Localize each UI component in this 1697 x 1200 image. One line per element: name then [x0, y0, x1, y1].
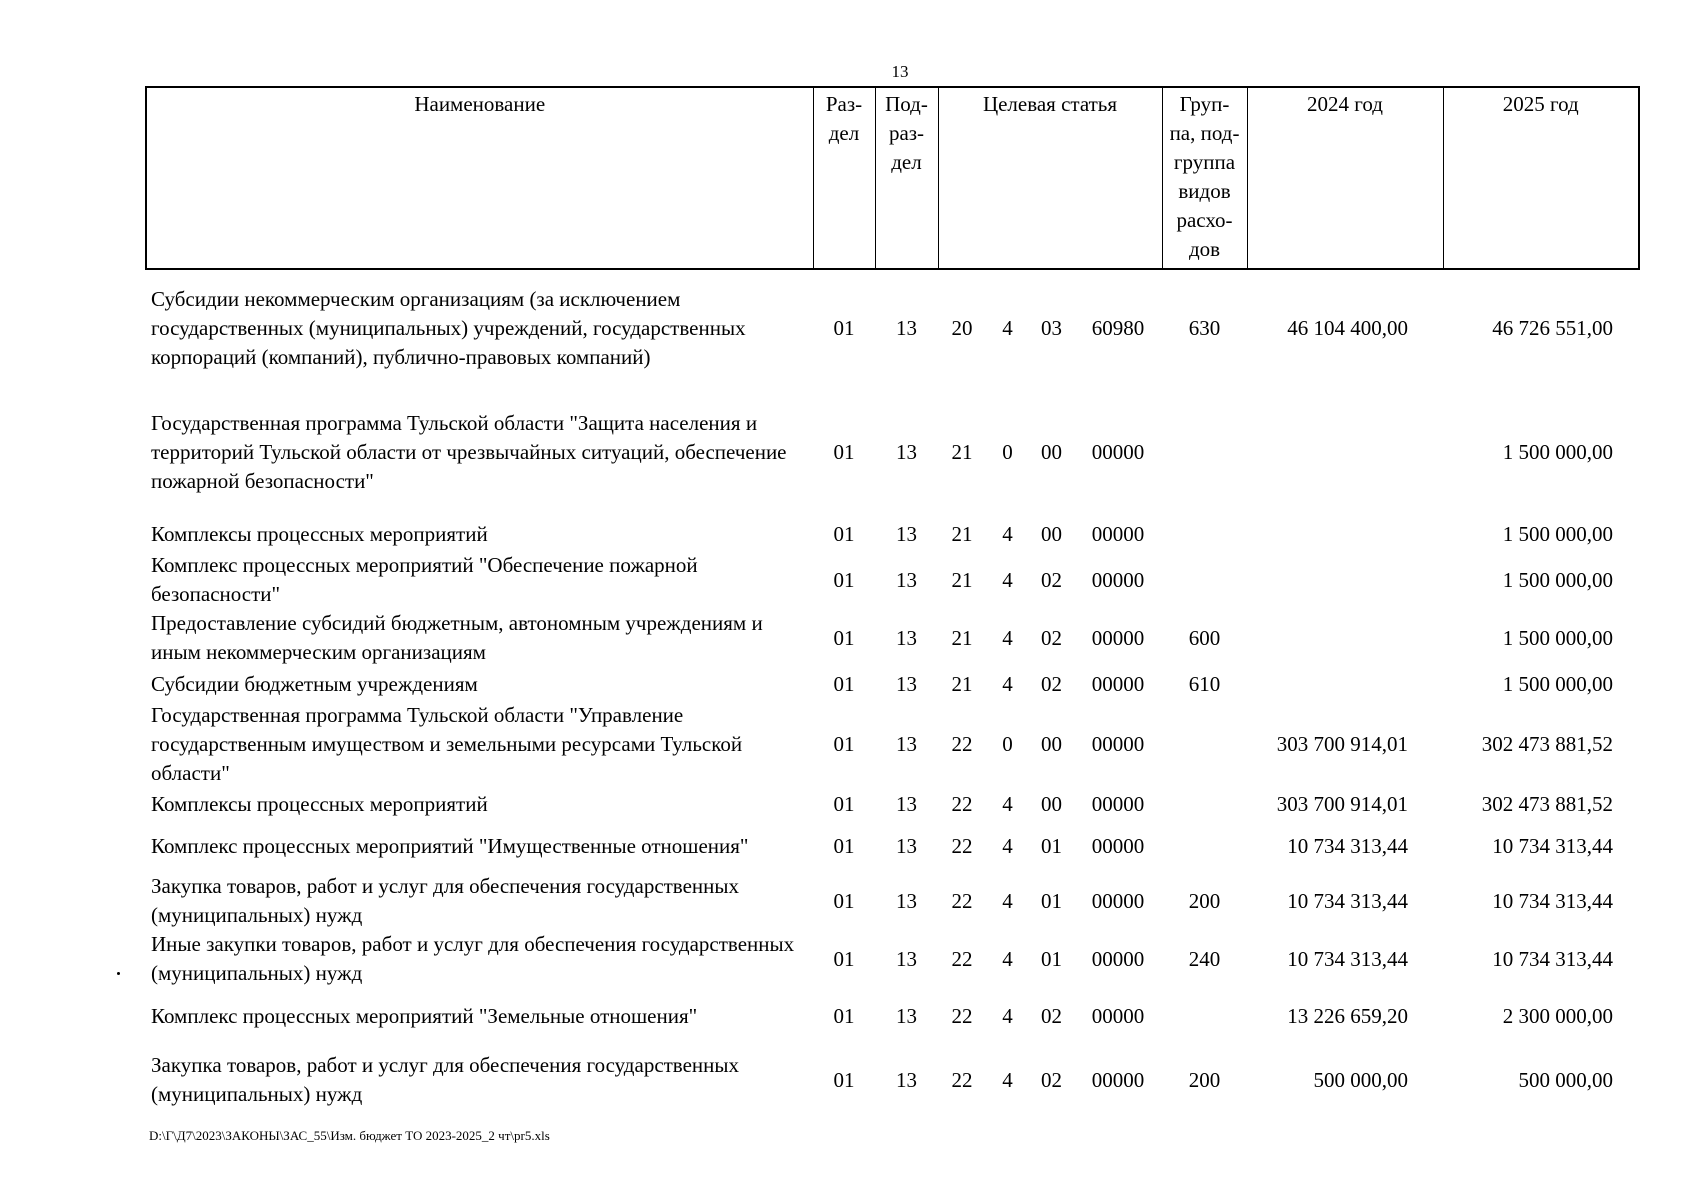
row-target-direction: 60980: [1091, 316, 1145, 340]
row-target-direction: 00000: [1091, 625, 1145, 650]
row-target-subprogram: 02: [1041, 1003, 1062, 1028]
row-target-program: 22: [951, 1067, 973, 1092]
row-target-direction: 00000: [1091, 791, 1145, 816]
row-target-program: 22: [951, 791, 973, 816]
row-target-type: 4: [1002, 567, 1013, 592]
row-expense-group: 200: [1188, 888, 1221, 913]
row-podrazdel: 13: [896, 316, 917, 340]
row-target-subprogram: 00: [1041, 791, 1062, 816]
row-target-type: 4: [1002, 791, 1013, 816]
row-target-program: 22: [951, 732, 973, 756]
row-target-subprogram: 00: [1041, 521, 1062, 546]
row-amount-2025: 500 000,00: [1518, 1067, 1613, 1092]
row-target-program: 21: [951, 439, 973, 464]
row-target-program: 21: [951, 567, 973, 592]
row-target-subprogram: 02: [1041, 671, 1062, 696]
row-target-program: 22: [951, 833, 973, 858]
row-target-subprogram: 00: [1041, 732, 1062, 756]
row-amount-2025: 2 300 000,00: [1502, 1003, 1613, 1028]
row-target-subprogram: 00: [1041, 439, 1062, 464]
row-target-program: 21: [951, 521, 973, 546]
row-expense-group: 200: [1188, 1067, 1221, 1092]
row-name: Комплекс процессных мероприятий "Имущественные отношения": [151, 833, 749, 858]
file-path-footer: D:\Г\Д7\2023\ЗАКОНЫ\ЗАС_55\Изм. бюджет ТО 2023-2025_2 чт\pr5.xls: [149, 1128, 550, 1143]
row-target-type: 0: [1002, 439, 1013, 464]
row-target-direction: 00000: [1091, 888, 1145, 913]
row-target-type: 4: [1002, 521, 1013, 546]
row-razdel: 01: [833, 567, 855, 592]
row-podrazdel: 13: [896, 439, 917, 464]
row-target-direction: 00000: [1091, 1003, 1145, 1028]
row-target-subprogram: 01: [1041, 833, 1062, 858]
row-razdel: 01: [833, 791, 855, 816]
row-target-direction: 00000: [1091, 439, 1145, 464]
header-year-2024: 2024 год: [1247, 87, 1443, 269]
row-amount-2024: 500 000,00: [1313, 1067, 1408, 1092]
row-spacer-cell: [146, 503, 1639, 517]
row-expense-group: [1162, 988, 1247, 1044]
row-expense-group: [1162, 788, 1247, 820]
row-target-type: 4: [1002, 625, 1013, 650]
row-target-program: 22: [951, 1003, 973, 1028]
scan-speck: [117, 972, 120, 975]
row-amount-2025: 10 734 313,44: [1492, 946, 1613, 971]
row-razdel: 01: [833, 439, 855, 464]
row-expense-group: 240: [1188, 946, 1221, 971]
row-target-subprogram: 03: [1041, 316, 1062, 340]
row-amount-2024: [1247, 401, 1443, 503]
row-razdel: 01: [833, 1067, 855, 1092]
row-amount-2025: 1 500 000,00: [1502, 439, 1613, 464]
row-target-subprogram: 01: [1041, 946, 1062, 971]
row-target-type: 0: [1002, 732, 1013, 756]
row-amount-2024: 13 226 659,20: [1287, 1003, 1408, 1028]
row-target-direction: 00000: [1091, 833, 1145, 858]
table-row: [146, 667, 1639, 701]
row-target-subprogram: 02: [1041, 567, 1062, 592]
row-amount-2024: [1247, 609, 1443, 667]
row-name: Иные закупки товаров, работ и услуг для обеспечения государственных (муниципальных) нужд: [151, 932, 795, 985]
row-razdel: 01: [833, 521, 855, 546]
row-amount-2025: 1 500 000,00: [1502, 567, 1613, 592]
table-header-row: [146, 87, 1639, 269]
table-row: [146, 872, 1639, 930]
table-row: [146, 1044, 1639, 1116]
row-name: Комплексы процессных мероприятий: [151, 521, 488, 546]
row-razdel: 01: [833, 1003, 855, 1028]
row-name: Закупка товаров, работ и услуг для обеспечения государственных (муниципальных) нужд: [151, 1053, 740, 1106]
row-podrazdel: 13: [896, 732, 917, 756]
row-podrazdel: 13: [896, 1003, 917, 1028]
row-razdel: 01: [833, 732, 855, 756]
row-amount-2025: 1 500 000,00: [1502, 625, 1613, 650]
row-amount-2025: 10 734 313,44: [1492, 888, 1613, 913]
row-razdel: 01: [833, 888, 855, 913]
row-amount-2025: 10 734 313,44: [1492, 833, 1613, 858]
header-podrazdel: Под- раз- дел: [875, 87, 938, 269]
row-name: Государственная программа Тульской области "Защита населения и территорий Тульской области от чрезвычайных ситуаций, обеспечение пожарной безопасности": [151, 410, 787, 493]
table-row: [146, 820, 1639, 872]
row-name: Предоставление субсидий бюджетным, автономным учреждениям и иным некоммерческим организациям: [151, 611, 763, 664]
table-row: [146, 401, 1639, 503]
row-podrazdel: 13: [896, 521, 917, 546]
row-podrazdel: 13: [896, 567, 917, 592]
row-expense-group: [1162, 551, 1247, 609]
header-expense-group: Груп- па, под- группа видов расхо- дов: [1162, 87, 1247, 269]
row-name: Закупка товаров, работ и услуг для обеспечения государственных (муниципальных) нужд: [151, 874, 740, 927]
row-target-type: 4: [1002, 316, 1013, 340]
table-row: [146, 517, 1639, 551]
row-spacer-cell: [146, 387, 1639, 401]
row-amount-2024: 10 734 313,44: [1287, 833, 1408, 858]
row-amount-2025: 46 726 551,00: [1492, 316, 1613, 340]
row-amount-2024: 46 104 400,00: [1287, 316, 1408, 340]
row-expense-group: [1162, 517, 1247, 551]
row-name: Государственная программа Тульской области "Управление государственным имуществом и земельными ресурсами Тульской области": [151, 703, 743, 785]
header-name: Наименование: [146, 87, 813, 269]
row-podrazdel: 13: [896, 888, 917, 913]
row-amount-2024: [1247, 517, 1443, 551]
row-target-direction: 00000: [1091, 567, 1145, 592]
row-amount-2024: [1247, 551, 1443, 609]
row-razdel: 01: [833, 946, 855, 971]
row-name: Комплексы процессных мероприятий: [151, 791, 488, 816]
row-amount-2024: 303 700 914,01: [1276, 732, 1408, 756]
row-name: Субсидии некоммерческим организациям (за исключением государственных (муниципальных) учреждений, государственных корпораций (компаний), публично-правовых компаний): [151, 287, 746, 369]
row-amount-2024: 10 734 313,44: [1287, 946, 1408, 971]
table-row: [146, 788, 1639, 820]
table-row: [146, 609, 1639, 667]
row-target-program: 21: [951, 625, 973, 650]
row-amount-2024: 10 734 313,44: [1287, 888, 1408, 913]
row-expense-group: [1162, 820, 1247, 872]
row-podrazdel: 13: [896, 791, 917, 816]
row-target-program: 22: [951, 888, 973, 913]
table-row: [146, 269, 1639, 387]
row-razdel: 01: [833, 833, 855, 858]
table-row: [146, 988, 1639, 1044]
header-razdel: Раз- дел: [813, 87, 875, 269]
row-amount-2024: 303 700 914,01: [1276, 791, 1408, 816]
row-target-type: 4: [1002, 671, 1013, 696]
row-expense-group: 600: [1188, 625, 1221, 650]
row-podrazdel: 13: [896, 833, 917, 858]
row-razdel: 01: [833, 316, 855, 340]
budget-table: [145, 86, 1640, 1116]
row-target-type: 4: [1002, 1003, 1013, 1028]
row-target-program: 21: [951, 671, 973, 696]
row-amount-2025: 302 473 881,52: [1481, 791, 1613, 816]
row-target-program: 20: [951, 316, 973, 340]
row-amount-2025: 1 500 000,00: [1502, 521, 1613, 546]
header-target-article: Целевая статья: [938, 87, 1162, 269]
row-podrazdel: 13: [896, 625, 917, 650]
row-target-direction: 00000: [1091, 946, 1145, 971]
page-number: 13: [891, 62, 909, 81]
row-name: Комплекс процессных мероприятий "Земельные отношения": [151, 1003, 698, 1028]
row-target-direction: 00000: [1091, 671, 1145, 696]
row-target-direction: 00000: [1091, 732, 1145, 756]
row-spacer: [146, 503, 1639, 517]
row-name: Комплекс процессных мероприятий "Обеспечение пожарной безопасности": [151, 553, 698, 606]
row-razdel: 01: [833, 625, 855, 650]
row-amount-2025: 1 500 000,00: [1502, 671, 1613, 696]
row-razdel: 01: [833, 671, 855, 696]
row-expense-group: [1162, 701, 1247, 788]
table-row: [146, 930, 1639, 988]
table-row: [146, 551, 1639, 609]
row-target-program: 22: [951, 946, 973, 971]
row-target-direction: 00000: [1091, 521, 1145, 546]
header-year-2025: 2025 год: [1443, 87, 1639, 269]
row-expense-group: 630: [1188, 316, 1221, 340]
row-target-type: 4: [1002, 946, 1013, 971]
row-target-direction: 00000: [1091, 1067, 1145, 1092]
table-body: [146, 269, 1639, 1116]
row-target-subprogram: 02: [1041, 1067, 1062, 1092]
row-podrazdel: 13: [896, 946, 917, 971]
row-amount-2024: [1247, 667, 1443, 701]
row-spacer: [146, 387, 1639, 401]
table-row: [146, 701, 1639, 788]
row-podrazdel: 13: [896, 671, 917, 696]
row-name: Субсидии бюджетным учреждениям: [151, 671, 478, 696]
row-target-type: 4: [1002, 833, 1013, 858]
row-podrazdel: 13: [896, 1067, 917, 1092]
row-target-subprogram: 02: [1041, 625, 1062, 650]
row-amount-2025: 302 473 881,52: [1481, 732, 1613, 756]
row-target-subprogram: 01: [1041, 888, 1062, 913]
row-target-type: 4: [1002, 1067, 1013, 1092]
row-expense-group: [1162, 401, 1247, 503]
row-expense-group: 610: [1188, 671, 1221, 696]
row-target-type: 4: [1002, 888, 1013, 913]
